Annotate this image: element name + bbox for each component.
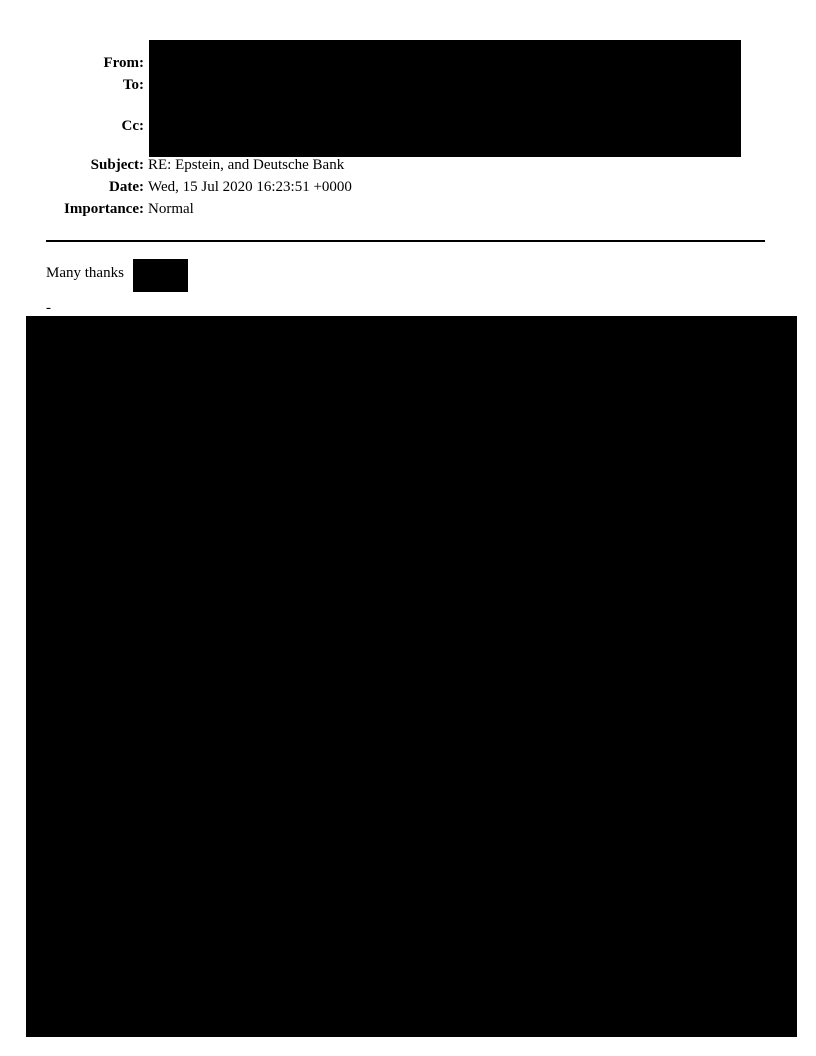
from-label: From: (103, 55, 144, 71)
importance-label: Importance: (64, 201, 144, 217)
subject-label: Subject: (90, 157, 144, 173)
header-divider (46, 240, 765, 242)
signature-redaction (133, 259, 188, 292)
body-redaction (26, 316, 797, 1037)
cc-label: Cc: (121, 118, 144, 134)
separator-text: - (46, 300, 51, 316)
date-value: Wed, 15 Jul 2020 16:23:51 +0000 (148, 179, 352, 195)
subject-value: RE: Epstein, and Deutsche Bank (148, 157, 345, 173)
to-label: To: (122, 77, 144, 93)
greeting-text: Many thanks (46, 265, 124, 281)
recipients-redaction (149, 40, 741, 157)
importance-value: Normal (148, 201, 194, 217)
date-label: Date: (109, 179, 144, 195)
